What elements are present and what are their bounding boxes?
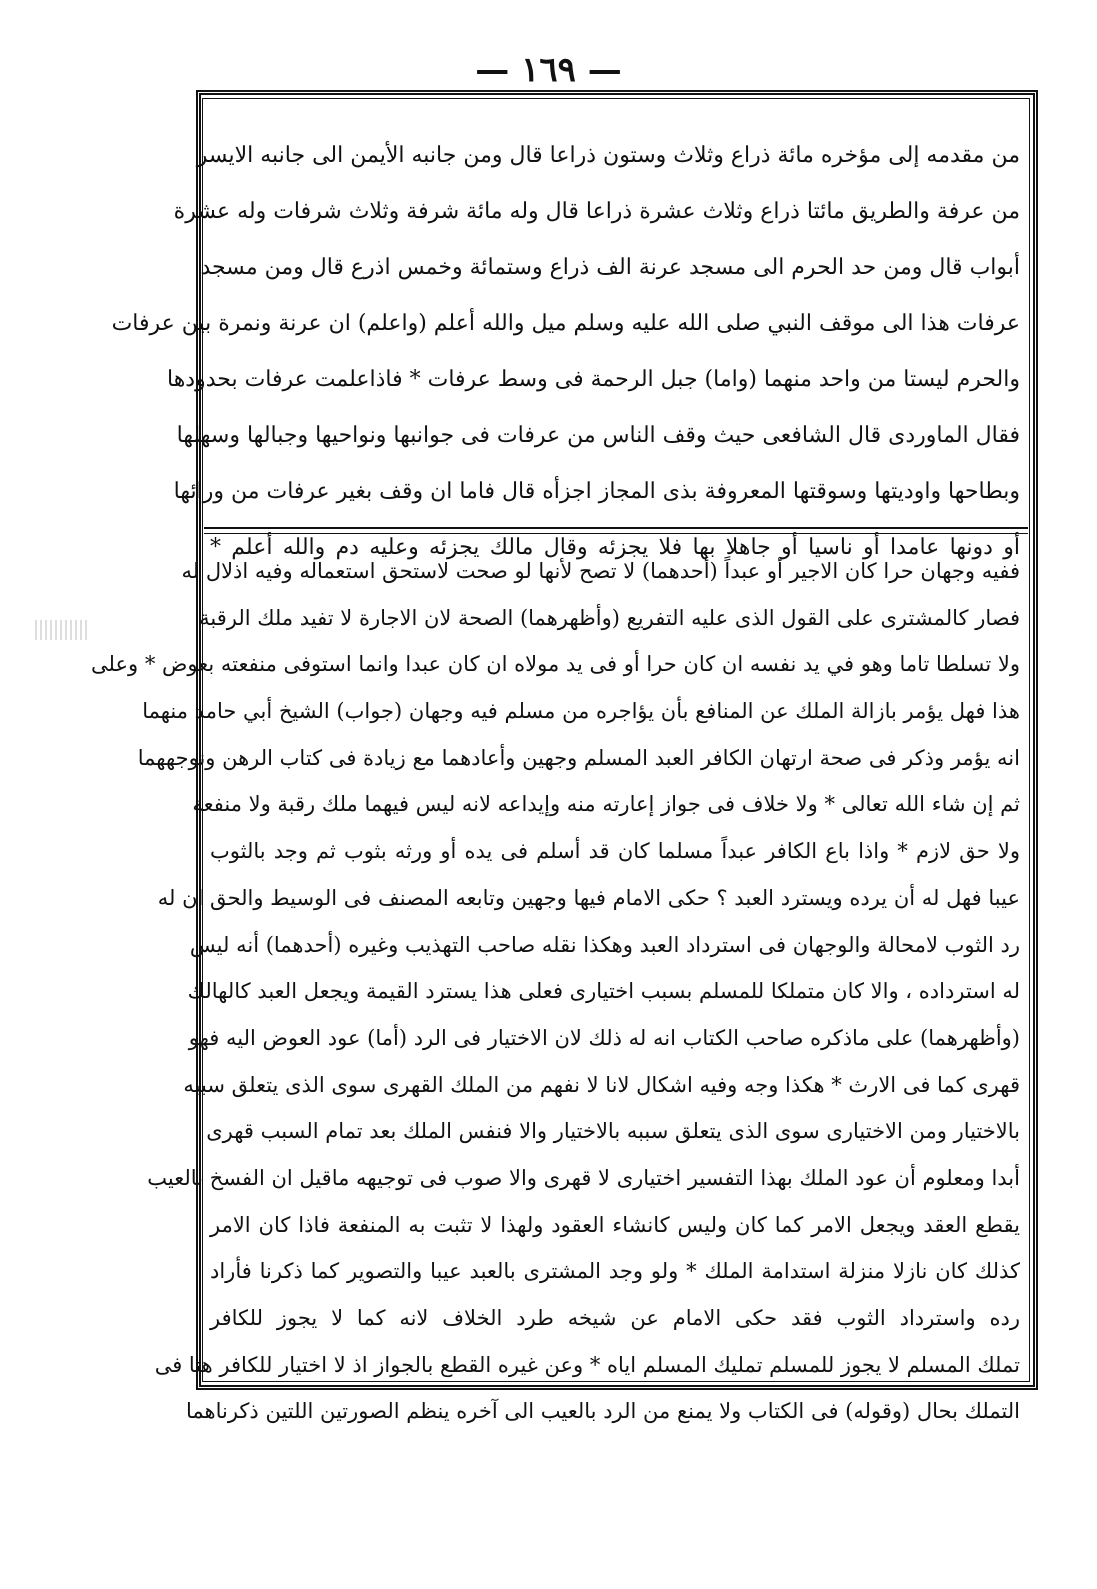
text-line: والحرم ليستا من واحد منهما (واما) جبل الرحمة فى وسط عرفات * فاذاعلمت عرفات بحدودها xyxy=(166,367,1020,392)
text-line: (وأظهرهما) على ماذكره صاحب الكتاب انه له ذلك لان الاختيار فى الرد (أما) عود العوض اليه فهو xyxy=(188,1025,1020,1050)
text-line: من عرفة والطريق مائتا ذراع وثلاث عشرة ذراعا قال وله مائة شرفة وثلاث شرفات وله عشرة xyxy=(173,199,1020,224)
text-line: هذا فهل يؤمر بازالة الملك عن المنافع بأن يؤاجره من مسلم فيه وجهان (جواب) الشيخ أبي حامد منهما xyxy=(142,699,1020,724)
text-line: فصار كالمشترى على القول الذى عليه التفريع (وأظهرهما) الصحة لان الاجارة لا تفيد ملك الرقبة xyxy=(199,605,1020,630)
section-divider xyxy=(204,527,1028,529)
text-line: رده واسترداد الثوب فقد حكى الامام عن شيخه طرد الخلاف لانه كما لا يجوز للكافر xyxy=(210,1306,1020,1330)
text-line: بالاختيار ومن الاختيارى سوى الذى يتعلق سببه بالاختيار والا فنفس الملك بعد تمام السبب قهرى xyxy=(206,1119,1020,1144)
text-line: قهرى كما فى الارث * هكذا وجه وفيه اشكال لانا لا نفهم من الملك القهرى سوى الذى يتعلق سببه xyxy=(183,1072,1020,1097)
text-line: من مقدمه إلى مؤخره مائة ذراع وثلاث وستون ذراعا قال ومن جانبه الأيمن الى جانبه الايسر xyxy=(196,143,1020,168)
main-text-block xyxy=(111,128,1020,576)
text-line: ولا حق لازم * واذا باع الكافر عبداً مسلما كان قد أسلم فى يده أو ورثه بثوب ثم وجد بالثوب xyxy=(210,839,1020,864)
commentary-text-block xyxy=(91,548,1020,1435)
text-line: عرفات هذا الى موقف النبي صلى الله عليه وسلم ميل والله أعلم (واعلم) ان عرنة ونمرة بين عرفات xyxy=(111,311,1020,336)
text-line: يقطع العقد ويجعل الامر كما كان وليس كانشاء العقود ولهذا لا تثبت به المنفعة فاذا كان الامر xyxy=(210,1212,1020,1237)
text-line: أو دونها عامدا أو ناسيا أو جاهلا بها فلا يجزئه وقال مالك يجزئه وعليه دم والله أعلم * xyxy=(210,535,1020,560)
text-line: انه يؤمر وذكر فى صحة ارتهان الكافر العبد المسلم وجهين وأعادهما مع زيادة فى كتاب الرهن ونوجههما xyxy=(137,745,1020,770)
page-number: — ١٦٩ — xyxy=(475,50,622,90)
section-divider-thin xyxy=(204,533,1028,534)
text-line: أبدا ومعلوم أن عود الملك بهذا التفسير اختيارى لا قهرى والا صوب فى توجيهه ماقيل ان الفسخ بالعيب xyxy=(147,1165,1020,1190)
text-line: ففيه وجهان حرا كان الاجير أو عبداً (أحدهما) لا تصح لأنها لو صحت لاستحق استعماله وفيه اذلال له xyxy=(181,559,1020,583)
text-line: ثم إن شاء الله تعالى * ولا خلاف فى جواز إعارته منه وإيداعه لانه ليس فيهما ملك رقبة ولا منفعة xyxy=(192,792,1020,817)
text-line: التملك بحال (وقوله) فى الكتاب ولا يمنع من الرد بالعيب الى آخره ينظم الصورتين اللتين ذكرناهما xyxy=(185,1399,1020,1424)
text-line: كذلك كان نازلا منزلة استدامة الملك * ولو وجد المشترى بالعبد عيبا والتصوير كما ذكرنا فأراد xyxy=(210,1259,1020,1284)
margin-stamp xyxy=(35,620,90,640)
text-line: فقال الماوردى قال الشافعى حيث وقف الناس من عرفات فى جوانبها ونواحيها وجبالها وسهلها xyxy=(176,423,1020,448)
text-line: رد الثوب لامحالة والوجهان فى استرداد العبد وهكذا نقله صاحب التهذيب وغيره (أحدهما) أنه ليس xyxy=(189,932,1020,957)
text-line: تملك المسلم لا يجوز للمسلم تمليك المسلم اياه * وعن غيره القطع بالجواز اذ لا اختيار للكافر هنا فى xyxy=(154,1352,1020,1377)
text-line: عيبا فهل له أن يرده ويسترد العبد ؟ حكى الامام فيها وجهين وتابعه المصنف فى الوسيط والحق ان له xyxy=(157,885,1020,910)
text-line: أبواب قال ومن حد الحرم الى مسجد عرنة الف ذراع وستمائة وخمس اذرع قال ومن مسجد xyxy=(200,255,1020,280)
text-line: ولا تسلطا تاما وهو في يد نفسه ان كان حرا أو فى يد مولاه ان كان عبدا وانما استوفى منفعته بعوض * وعلى xyxy=(91,652,1020,677)
text-line: وبطاحها واوديتها وسوقتها المعروفة بذى المجاز اجزأه قال فاما ان وقف بغير عرفات من ورائها xyxy=(173,479,1020,504)
text-line: له استرداده ، والا كان متملكا للمسلم بسبب اختيارى فعلى هذا يسترد القيمة ويجعل العبد كالهالك xyxy=(187,979,1020,1004)
